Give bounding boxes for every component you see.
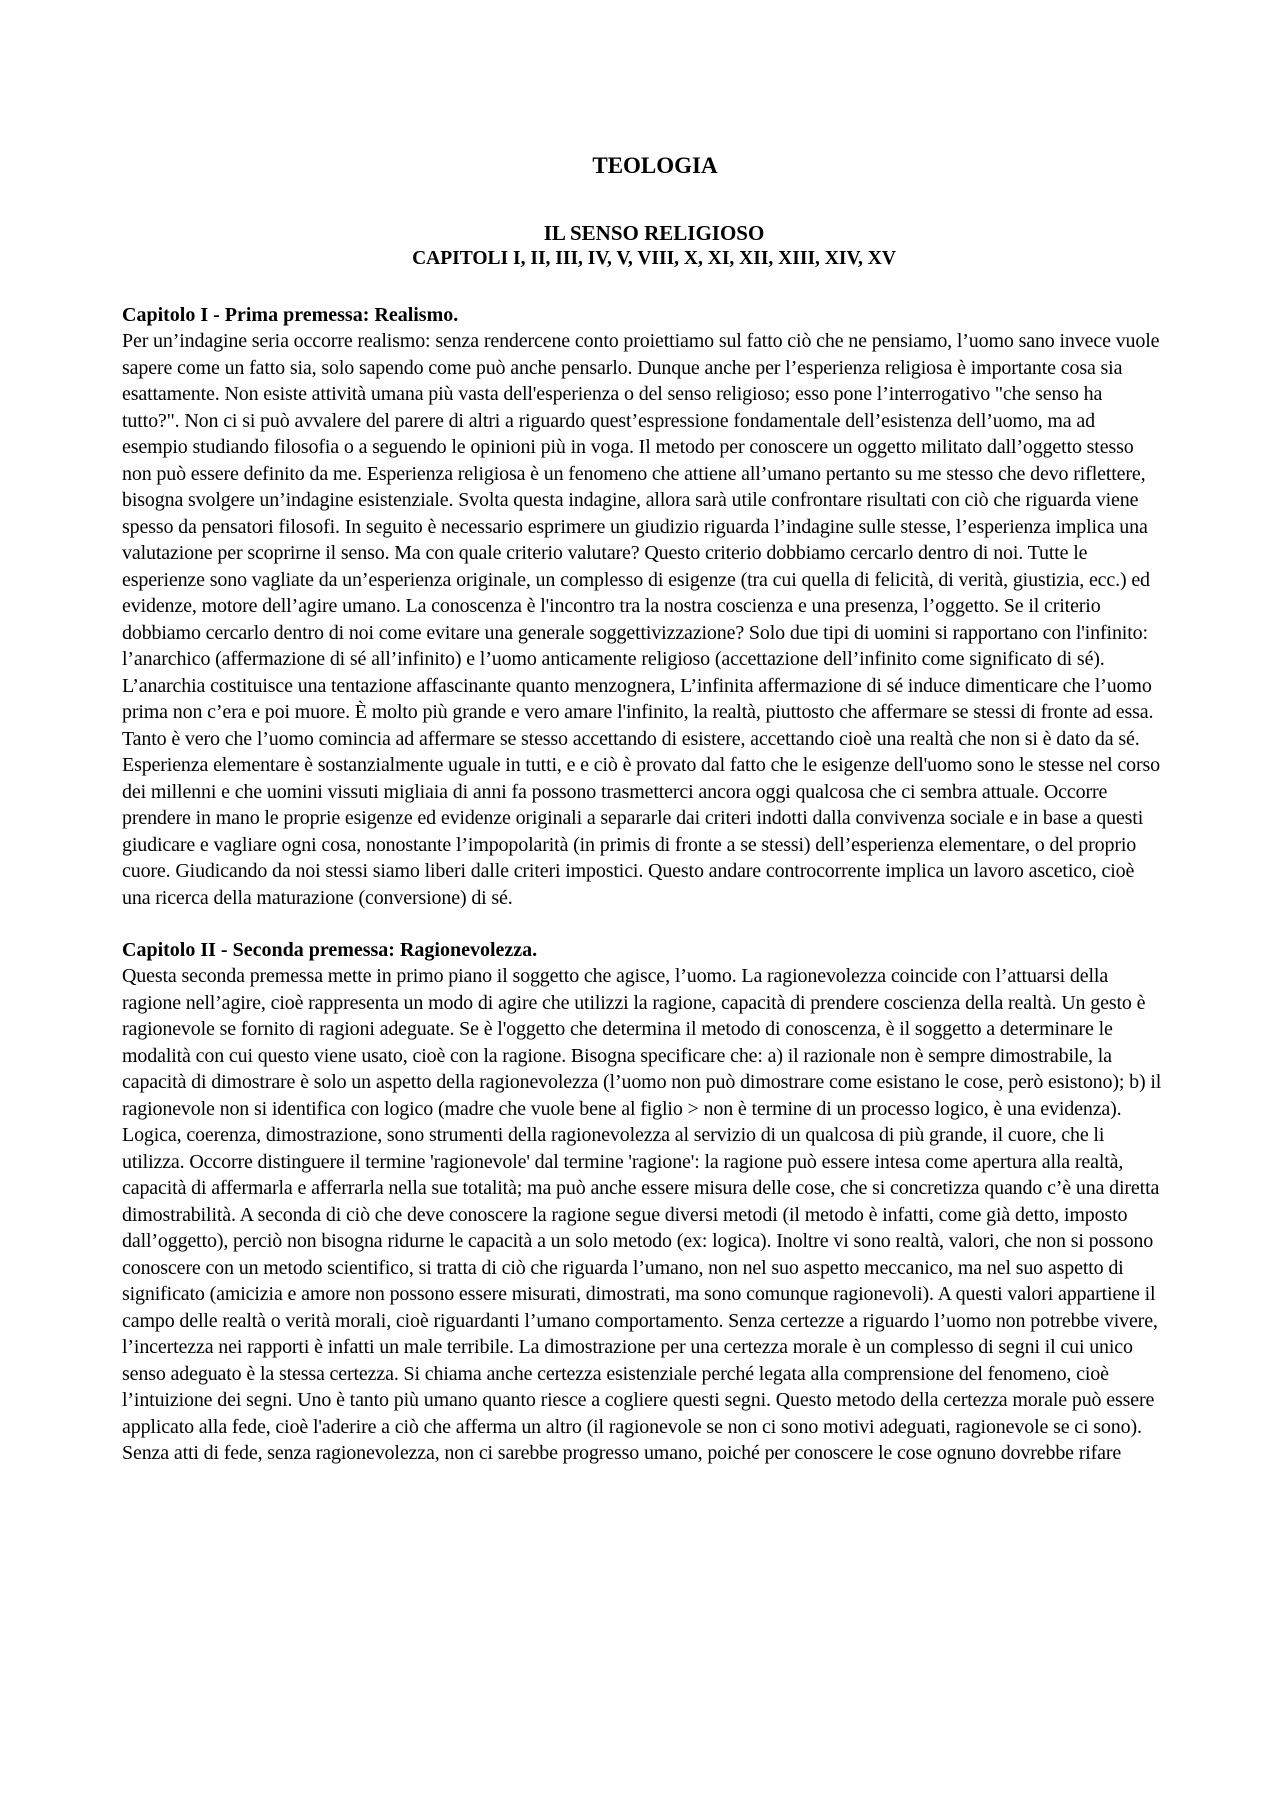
main-title: IL SENSO RELIGIOSO <box>543 221 765 245</box>
chapter-body: Per un’indagine seria occorre realismo: senza rendercene conto proiettiamo sul fatto ciò che ne pensiamo, l’uomo sano invece vuole sapere come un fatto sia, solo sapendo come può anche pensarlo. Dunque anche per l’esperienza religiosa è importante cosa sia esattamente. Non esiste attività umana più vasta dell'esperienza o del senso religioso; esso pone l’interrogativo "che senso ha tutto?". Non ci si può avvalere del parere di altri a riguardo quest’espressione fondamentale dell’esistenza dell’uomo, ma ad esempio studiando filosofia o a seguendo le opinioni più in voga. Il metodo per conoscere un oggetto militato dall’oggetto stesso non può essere definito da me. Esperienza religiosa è un fenomeno che attiene all’umano pertanto su me stesso che devo riflettere, bisogna svolgere un’indagine esistenziale. Svolta questa indagine, allora sarà utile confrontare risultati con ciò che riguarda viene spesso da pensatori filosofi. In seguito è necessario esprimere un giudizio riguarda l’indagine sulle stesse, l’esperienza implica una valutazione per scoprirne il senso. Ma con quale criterio valutare? Questo criterio dobbiamo cercarlo dentro di noi. Tutte le esperienze sono vagliate da un’esperienza originale, un complesso di esigenze (tra cui quella di felicità, di verità, giustizia, ecc.) ed evidenze, motore dell’agire umano. La conoscenza è l'incontro tra la nostra coscienza e una presenza, l’oggetto. Se il criterio dobbiamo cercarlo dentro di noi come evitare una generale soggettivizzazione? Solo due tipi di uomini si rapportano con l'infinito: l’anarchico (affermazione di sé all’infinito) e l’uomo anticamente religioso (accettazione dell’infinito come significato di sé). L’anarchia costituisce una tentazione affascinante quanto menzognera, L’infinita affermazione di sé induce dimenticare che l’uomo prima non c’era e poi muore. È molto più grande e vero amare l'infinito, la realtà, piuttosto che affermare se stessi di fronte ad essa. Tanto è vero che l’uomo comincia ad affermare se stesso accettando di esistere, accettando cioè una realtà che non si è dato da sé. Esperienza elementare è sostanzialmente uguale in tutti, e e ciò è provato dal fatto che le esigenze dell'uomo sono le stesse nel corso dei millenni e che uomini vissuti migliaia di anni fa possono trasmetterci ancora oggi qualcosa che ci sembra attuale. Occorre prendere in mano le proprie esigenze ed evidenze originali a separarle dai criteri indotti dalla convivenza sociale e in base a questi giudicare e vagliare ogni cosa, nonostante l’impopolarità (in primis di fronte a se stessi) dell’esperienza elementare, o del proprio cuore. Giudicando da noi stessi siamo liberi dalle criteri impostici. Questo andare controcorrente implica un lavoro ascetico, cioè una ricerca della maturazione (conversione) di sé. <box>122 330 1160 909</box>
chapter-body: Questa seconda premessa mette in primo piano il soggetto che agisce, l’uomo. La ragionevolezza coincide con l’attuarsi della ragione nell’agire, cioè rappresenta un modo di agire che utilizzi la ragione, capacità di prendere coscienza della realtà. Un gesto è ragionevole se fornito di ragioni adeguate. Se è l'oggetto che determina il metodo di conoscenza, è il soggetto a determinare le modalità con cui questo viene usato, cioè con la ragione. Bisogna specificare che: a) il razionale non è sempre dimostrabile, la capacità di dimostrare è solo un aspetto della ragionevolezza (l’uomo non può dimostrare come esistano le cose, però esistono); b) il ragionevole non si identifica con logico (madre che vuole bene al figlio > non è termine di un processo logico, è una evidenza). Logica, coerenza, dimostrazione, sono strumenti della ragionevolezza al servizio di un qualcosa di più grande, il cuore, che li utilizza. Occorre distinguere il termine 'ragionevole' dal termine 'ragione': la ragione può essere intesa come apertura alla realtà, capacità di affermarla e afferrarla nella sue totalità; ma può anche essere misura delle cose, che si concretizza quando c’è una diretta dimostrabilità. A seconda di ciò che deve conoscere la ragione segue diversi metodi (il metodo è infatti, come già detto, imposto dall’oggetto), perciò non bisogna ridurne le capacità a un solo metodo (ex: logica). Inoltre vi sono realtà, valori, che non si possono conoscere con un metodo scientifico, si tratta di ciò che riguarda l’umano, non nel suo aspetto meccanico, ma nel suo aspetto di significato (amicizia e amore non possono essere misurati, dimostrati, ma sono comunque ragionevoli). A questi valori appartiene il campo delle realtà o verità morali, cioè riguardanti l’umano comportamento. Senza certezze a riguardo l’uomo non potrebbe vivere, l’incertezza nei rapporti è infatti un male terribile. La dimostrazione per una certezza morale è un complesso di segni il cui unico senso adeguato è la stessa certezza. Si chiama anche certezza esistenziale perché legata alla comprensione del fenomeno, cioè l’intuizione dei segni. Uno è tanto più umano quanto riesce a cogliere questi segni. Questo metodo della certezza morale può essere applicato alla fede, cioè l'aderire a ciò che afferma un altro (il ragionevole se non ci sono motivi adeguati, ragionevole se ci sono). Senza atti di fede, senza ragionevolezza, non ci sarebbe progresso umano, poiché per conoscere le cose ognuno dovrebbe rifare <box>122 965 1162 1464</box>
chapter-section <box>122 302 1162 911</box>
chapter-heading: Capitolo I - Prima premessa: Realismo. <box>122 304 459 326</box>
chapter-heading: Capitolo II - Seconda premessa: Ragionevolezza. <box>122 939 538 961</box>
document-title: TEOLOGIA <box>592 153 718 178</box>
document-page <box>122 150 1162 1467</box>
chapters-subtitle: CAPITOLI I, II, III, IV, V, VIII, X, XI, XII, XIII, XIV, XV <box>412 248 896 269</box>
chapter-section <box>122 937 1162 1467</box>
